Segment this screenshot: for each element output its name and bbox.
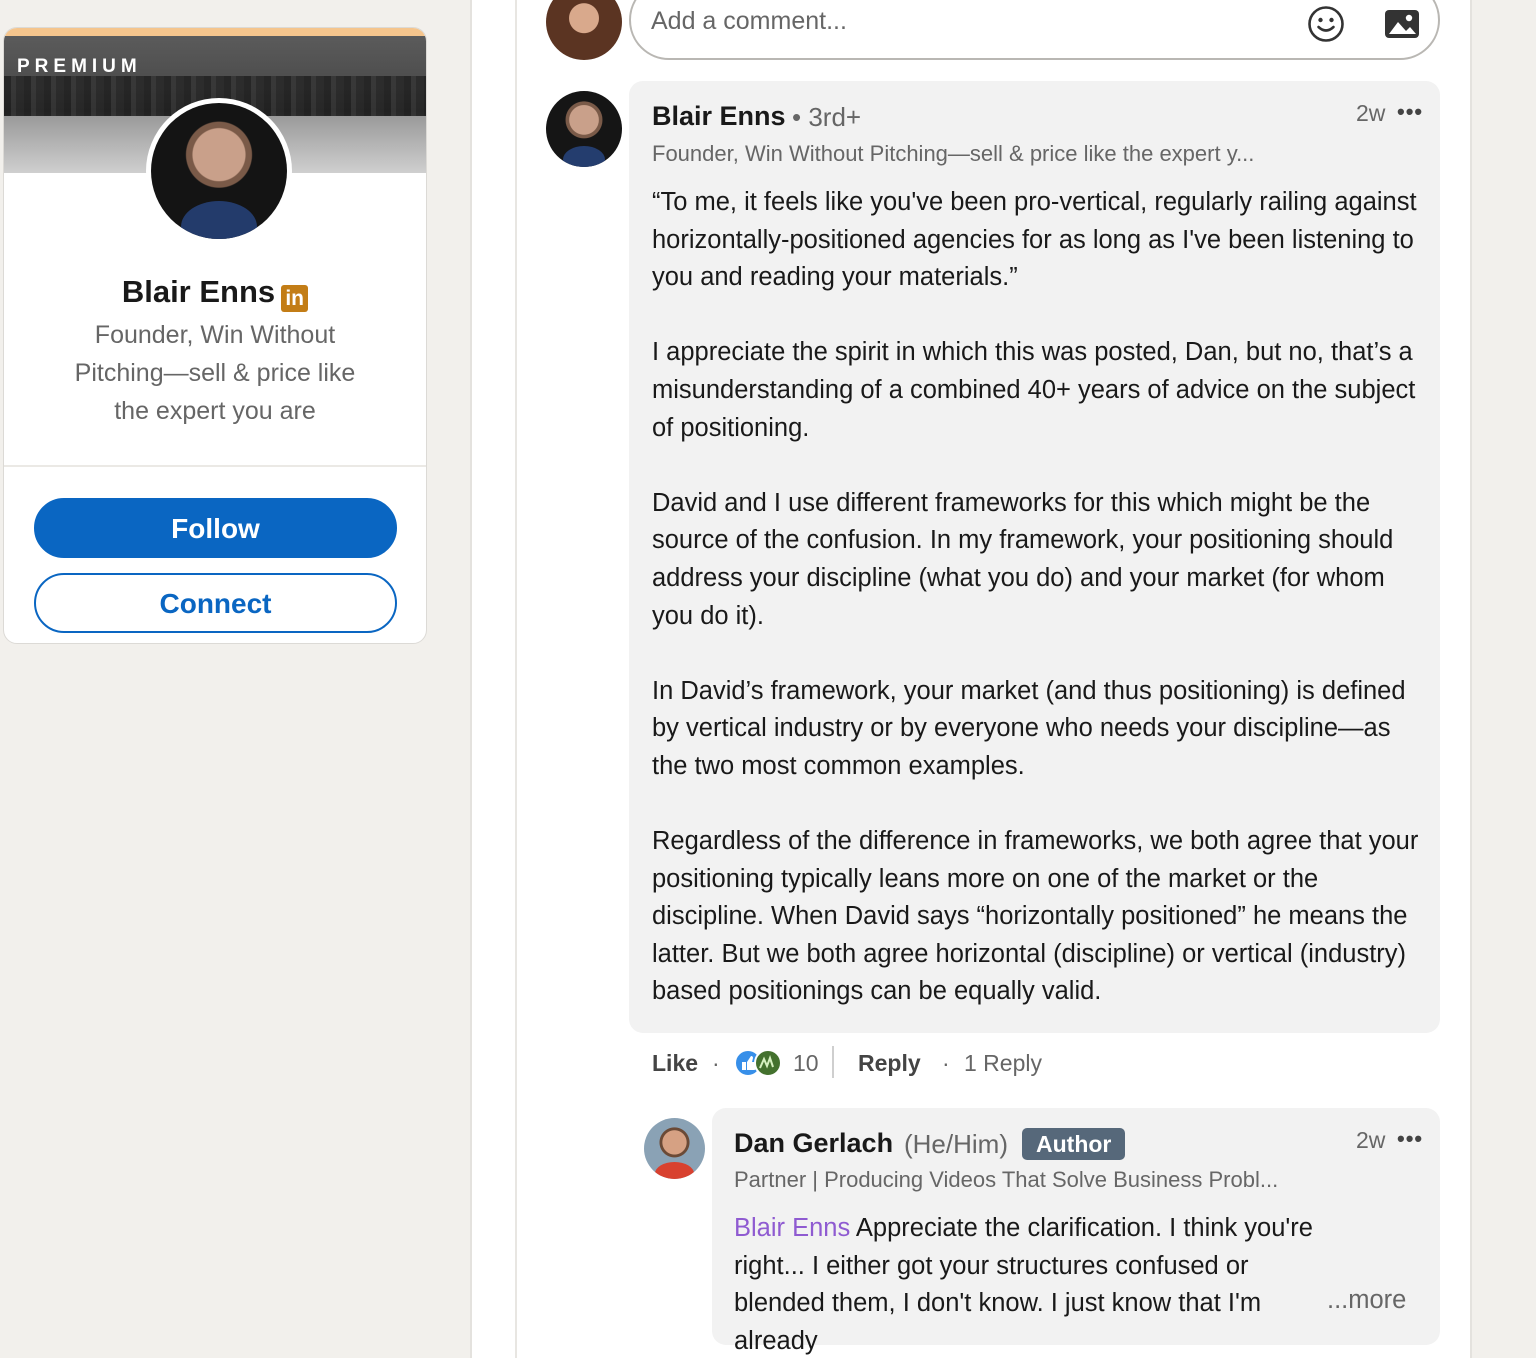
- comment-bubble: [629, 81, 1440, 1033]
- like-button[interactable]: Like: [652, 1050, 699, 1076]
- linkedin-premium-icon: in: [281, 285, 308, 312]
- reply-bubble: [712, 1108, 1440, 1355]
- divider: [4, 465, 426, 467]
- comment-paragraph: I appreciate the spirit in which this was posted, Dan, but no, that’s a misunderstanding of a combined 40+ years of advice on the subject of positioning.: [652, 338, 1416, 442]
- comment-paragraph: In David’s framework, your market (and thus positioning) is defined by vertical industry or by everyone who needs your discipline—as the two most common examples.: [652, 676, 1406, 780]
- reply-author-avatar[interactable]: [644, 1118, 705, 1179]
- reply-author-pronouns: (He/Him): [904, 1129, 1008, 1159]
- action-divider: [832, 1046, 834, 1078]
- profile-avatar[interactable]: [146, 98, 292, 244]
- comment-paragraph: Regardless of the difference in frameworks, we both agree that your positioning typically leans more on one of the market or the discipline. When David says “horizontally positioned” he means the latter. But we both agree horizontal (discipline) or vertical (industry) based positionings can be equally valid.: [652, 827, 1419, 1006]
- thread-rule: [515, 0, 517, 1358]
- more-options-icon[interactable]: •••: [1397, 99, 1424, 124]
- profile-photo: [151, 103, 287, 239]
- see-more-link[interactable]: ...more: [1327, 1286, 1407, 1314]
- profile-card: [3, 27, 427, 644]
- profile-name-row[interactable]: [4, 274, 426, 312]
- connection-degree: • 3rd+: [792, 102, 862, 132]
- comment-timestamp: 2w: [1356, 100, 1386, 126]
- reply-text: Appreciate the clarification. I think you're right... I either got your structures confused or blended them, I don't know. I just know that I'm already: [734, 1214, 1313, 1355]
- reply-author-headline: Partner | Producing Videos That Solve Business Probl...: [734, 1167, 1279, 1192]
- author-badge: Author: [1022, 1128, 1125, 1160]
- separator-dot: ·: [942, 1050, 950, 1076]
- connect-button[interactable]: Connect: [34, 573, 397, 633]
- comment-paragraph: “To me, it feels like you've been pro-vertical, regularly railing against horizontally-positioned agencies for as long as I've been listening to you and reading your materials.”: [652, 188, 1417, 292]
- reply-button[interactable]: Reply: [858, 1050, 921, 1076]
- profile-name[interactable]: Blair Enns: [121, 274, 276, 309]
- comment-body: [652, 184, 1422, 1011]
- more-options-icon[interactable]: •••: [1397, 1126, 1424, 1151]
- comment-author-name[interactable]: Blair Enns: [652, 101, 786, 131]
- comment-author-avatar[interactable]: [546, 91, 622, 167]
- emoji-icon[interactable]: [1306, 4, 1346, 44]
- image-icon[interactable]: [1382, 4, 1422, 44]
- comment-placeholder: Add a comment...: [651, 7, 847, 35]
- separator-dot: ·: [712, 1050, 720, 1076]
- comment-paragraph: David and I use different frameworks for this which might be the source of the confusion. In my framework, your positioning should address your discipline (what you do) and your market (for whom you do it).: [652, 488, 1394, 630]
- reply-count-link[interactable]: 1 Reply: [964, 1050, 1042, 1076]
- mention-link[interactable]: Blair Enns: [734, 1214, 851, 1242]
- premium-label: PREMIUM: [17, 56, 142, 77]
- reply-timestamp: 2w: [1356, 1127, 1386, 1153]
- reply-author-name[interactable]: Dan Gerlach: [734, 1128, 894, 1158]
- comment-input[interactable]: [629, 0, 1440, 60]
- reaction-count[interactable]: 10: [793, 1050, 819, 1076]
- reply-body: [734, 1210, 1324, 1358]
- profile-headline: Founder, Win Without Pitching—sell & price like the expert you are: [74, 321, 356, 425]
- follow-button[interactable]: Follow: [34, 498, 397, 558]
- reactions-icon[interactable]: [734, 1048, 788, 1078]
- comment-author-headline: Founder, Win Without Pitching—sell & price like the expert y...: [652, 141, 1255, 166]
- premium-accent-bar: [4, 28, 426, 36]
